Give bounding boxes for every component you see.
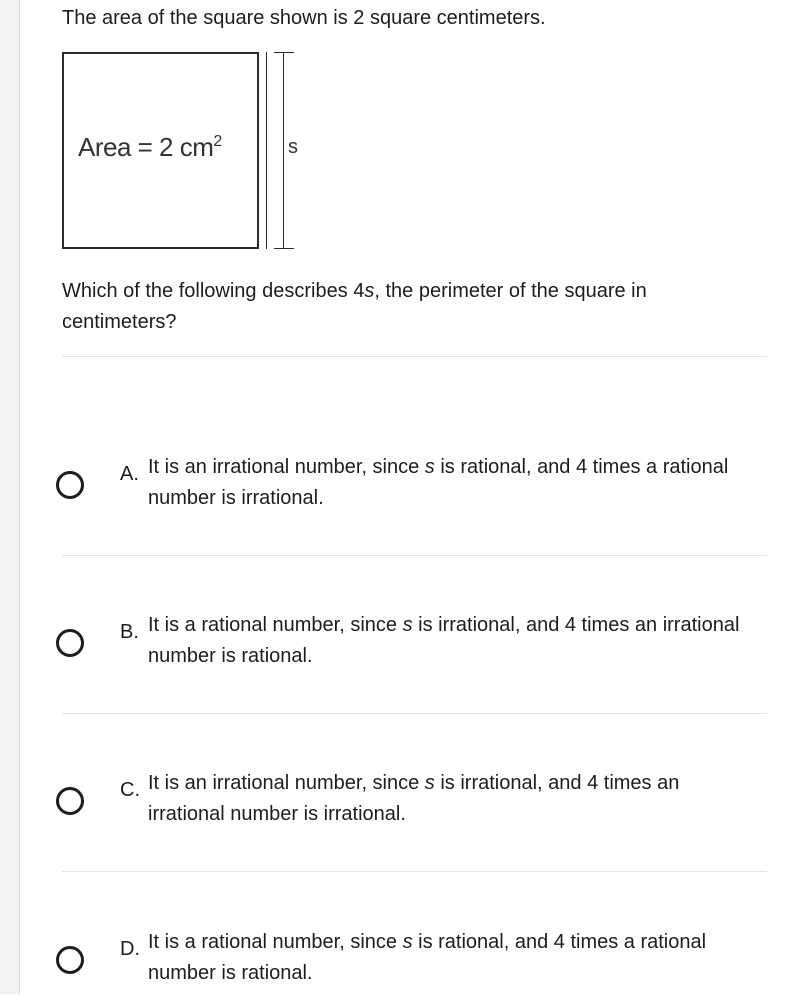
option-text xyxy=(148,927,748,989)
option-text-before: It is a rational number, since xyxy=(148,931,403,953)
divider xyxy=(62,713,767,714)
question-prompt xyxy=(62,276,762,338)
option-text-after: is irrational, and 4 times an irrational number is irrational. xyxy=(148,772,680,825)
answer-option-b[interactable] xyxy=(56,610,767,690)
question-intro: The area of the square shown is 2 square centimeters. xyxy=(62,7,546,29)
option-text xyxy=(148,768,748,830)
answer-option-c[interactable] xyxy=(56,768,767,848)
option-letter: B. xyxy=(120,621,139,643)
prompt-text-before: Which of the following describes 4 xyxy=(62,280,365,302)
option-text-before: It is a rational number, since xyxy=(148,614,403,636)
option-text xyxy=(148,452,748,514)
option-text xyxy=(148,610,748,672)
prompt-variable: s xyxy=(364,280,375,302)
option-text-after: is rational, and 4 times a rational number is rational. xyxy=(148,931,707,984)
square-shape xyxy=(62,52,259,249)
option-text-after: is rational, and 4 times a rational number is irrational. xyxy=(148,456,729,509)
divider xyxy=(62,555,767,556)
divider xyxy=(62,871,767,872)
option-variable: s xyxy=(424,772,435,794)
dimension-cap-bottom xyxy=(274,248,294,249)
left-margin-bar xyxy=(0,0,20,994)
prompt-text-after: , the perimeter of the square in centimeters? xyxy=(62,280,647,333)
dimension-cap-top xyxy=(274,52,294,53)
option-text-after: is irrational, and 4 times an irrational number is rational. xyxy=(148,614,740,667)
answer-option-a[interactable] xyxy=(56,452,767,532)
area-exponent: 2 xyxy=(213,133,222,150)
option-text-before: It is an irrational number, since xyxy=(148,772,425,794)
option-text-before: It is an irrational number, since xyxy=(148,456,425,478)
option-letter: C. xyxy=(120,779,140,801)
divider xyxy=(62,356,767,357)
area-label xyxy=(78,131,222,163)
option-variable: s xyxy=(402,931,413,953)
radio-button-c[interactable] xyxy=(56,787,84,815)
square-figure xyxy=(62,52,312,256)
radio-button-d[interactable] xyxy=(56,946,84,974)
radio-button-a[interactable] xyxy=(56,471,84,499)
dimension-line xyxy=(283,52,284,249)
option-variable: s xyxy=(424,456,435,478)
option-variable: s xyxy=(402,614,413,636)
radio-button-b[interactable] xyxy=(56,629,84,657)
answer-option-d[interactable] xyxy=(56,927,767,1007)
option-letter: A. xyxy=(120,463,139,485)
dimension-guide-line xyxy=(266,52,267,249)
side-length-label: s xyxy=(288,136,298,158)
area-label-text: Area = 2 cm xyxy=(78,132,214,162)
option-letter: D. xyxy=(120,938,140,960)
